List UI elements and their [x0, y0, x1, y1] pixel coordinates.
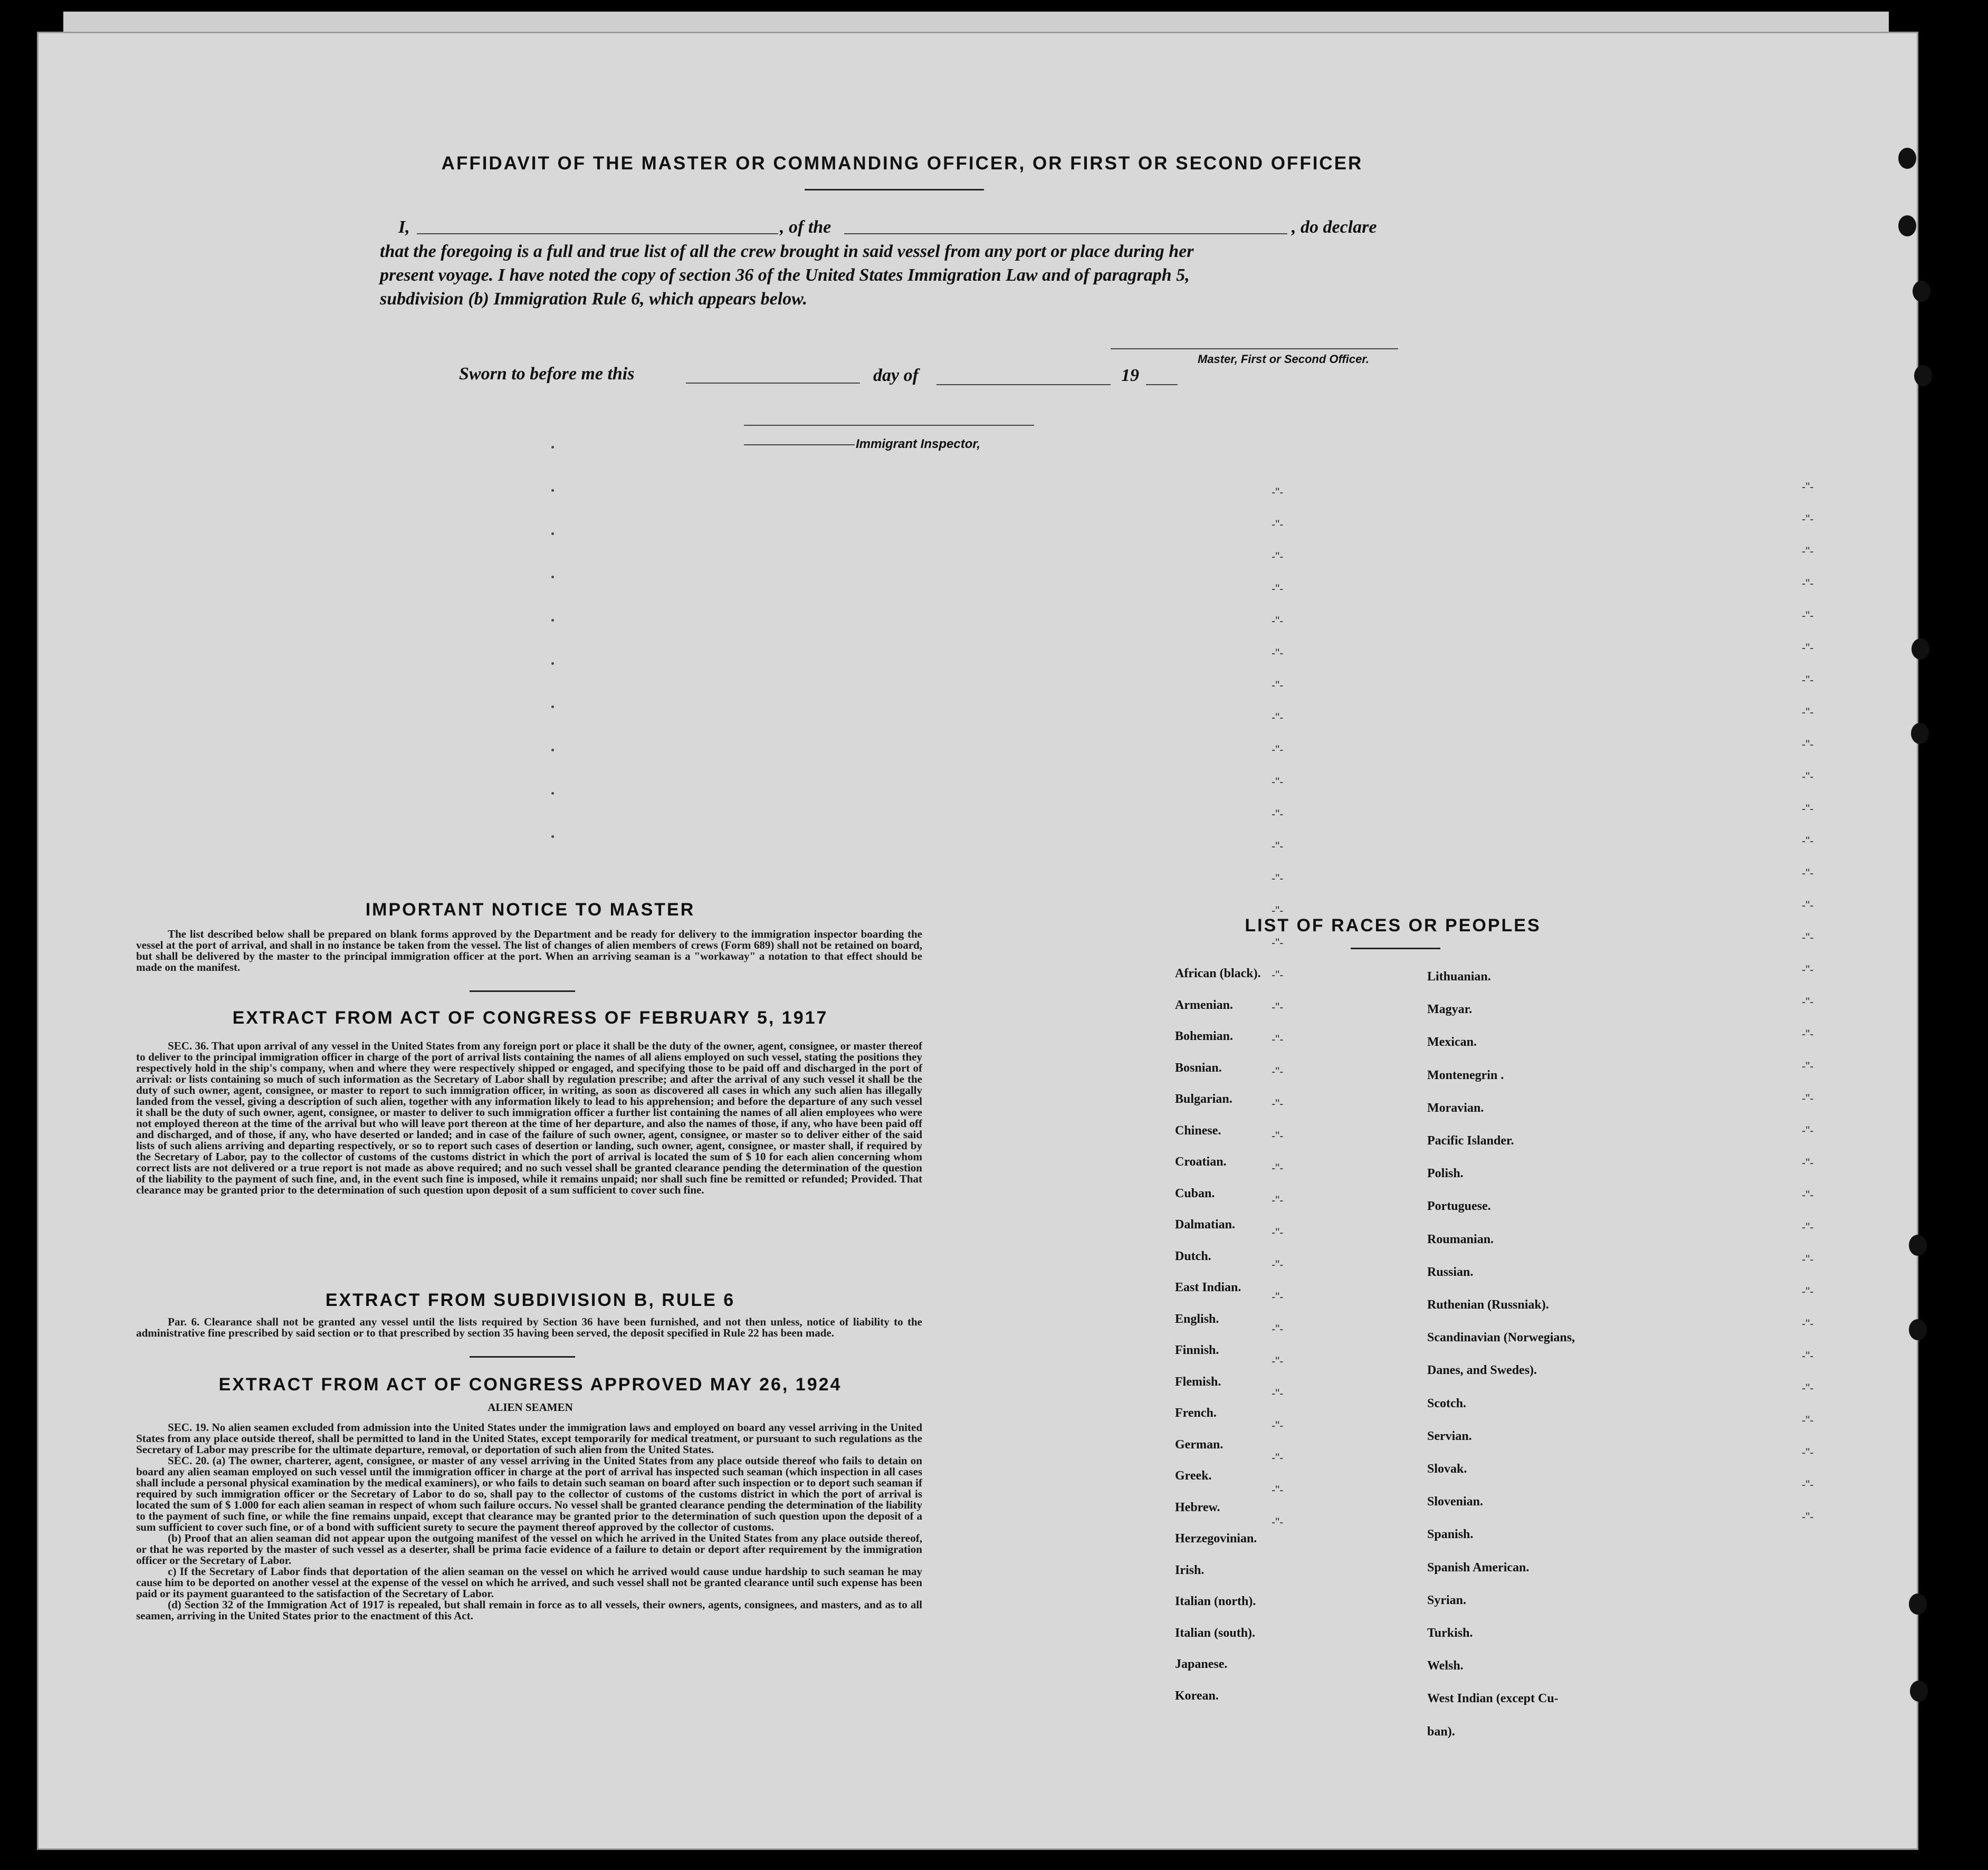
ditto-mark: -"- — [1802, 705, 1814, 719]
extract-1917-text: SEC. 36. That upon arrival of any vessel in the United States from any foreign port or place it shall be the duty of the owner, agent, consignee, or master thereof to deliver to the principal immigration officer in charge of the port of arrival lists containing the names of all aliens employed on such vessel, stating the positions they respectively hold in the ship's company, when and where they were respectively shipped or engaged, and specifying those to be paid off and discharged in the port of arrival: or lists containing so much of such information as the Secretary of Labor shall by regulation prescribe; and after the arrival of any such vessel it shall be the duty of such owner, agent, consignee, or master to report to such immigration officer, in writing, as soon as discovered all cases in which any such alien has illegally landed from the vessel, giving a description of such alien, together with any information likely to lead to his apprehension; and before the departure of any such vessel it shall be the duty of such owner, agent, consignee, or master to deliver to such immigration officer a further list containing the names of all alien employees who were not employed thereon at the time of the arrival but who will leave port thereon at the time of her departure, and also the names of those, if any, who have been paid off and discharged, and of those, if any, who have deserted or landed; and in case of the failure of such owner, agent, consignee, or master so to deliver either of the said lists of such aliens arriving and departing respectively, or so to report such cases of desertion or landing, such owner, agent, consignee, or master shall, if required by the Secretary of Labor, pay to the collector of customs of the customs district in which the port of arrival is located the sum of $ 10 for each alien concerning whom correct lists are not delivered or a true report is not made as above required; and no such vessel shall be granted clearance pending the determination of the question of the liability to the payment of such fine, and, in the event such fine is imposed, while it remains unpaid; nor shall such fine be remitted or refunded; Provided. That clearance may be granted prior to the determination of such question upon deposit of a sum sufficient to cover such fine. — [136, 1039, 922, 1196]
races-title: LIST OF RACES OR PEOPLES — [1245, 915, 1541, 936]
affidavit-title: AFFIDAVIT OF THE MASTER OR COMMANDING OFFICER, OR FIRST OR SECOND OFFICER — [441, 153, 1363, 174]
ditto-mark: -"- — [1802, 1124, 1814, 1137]
sec20d-para: (d) Section 32 of the Immigration Act of 1917 is repealed, but shall remain in force as to all vessels, their owners, agents, consignees, and masters, and as to all seamen, arriving in the United States prior to the enactment of this Act. — [136, 1598, 922, 1622]
ditto-mark: -"- — [1802, 641, 1814, 654]
ditto-mark: -"- — [1272, 582, 1284, 595]
ditto-mark: -"- — [1802, 577, 1814, 590]
race-item: Pacific Islander. — [1427, 1134, 1514, 1148]
race-item: Cuban. — [1175, 1186, 1215, 1200]
inspector-signature-line — [744, 425, 1034, 426]
rule6-title: EXTRACT FROM SUBDIVISION B, RULE 6 — [325, 1290, 735, 1310]
of-the-label: , of the — [780, 217, 831, 237]
race-item: English. — [1175, 1312, 1219, 1326]
ditto-mark: -"- — [1802, 1317, 1814, 1330]
extract-1924-subtitle: ALIEN SEAMEN — [488, 1401, 573, 1414]
binder-hole — [1909, 1235, 1927, 1256]
ditto-mark: -"- — [1802, 1381, 1814, 1395]
ditto-mark: -"- — [1802, 1188, 1814, 1201]
race-item: Turkish. — [1427, 1626, 1473, 1640]
race-item: Polish. — [1427, 1167, 1464, 1181]
race-item: Japanese. — [1175, 1657, 1228, 1671]
sworn-day-blank — [686, 383, 860, 384]
races-title-rule — [1351, 948, 1440, 949]
race-item: Russian. — [1427, 1265, 1474, 1279]
race-item: Armenian. — [1175, 998, 1233, 1012]
ditto-mark: -"- — [1802, 1510, 1814, 1523]
ditto-mark: -"- — [1802, 1156, 1814, 1169]
rule6-rule — [470, 1356, 575, 1358]
ditto-mark: -"- — [1802, 1349, 1814, 1362]
race-item: Slovak. — [1427, 1462, 1467, 1476]
race-item: Montenegrin . — [1427, 1068, 1504, 1082]
ditto-mark: -"- — [1272, 1097, 1284, 1110]
ditto-mark: -"- — [1272, 679, 1284, 692]
race-item: Bohemian. — [1175, 1029, 1234, 1043]
race-item: Chinese. — [1175, 1123, 1221, 1138]
name-blank — [417, 233, 778, 234]
inspector-line-short — [744, 444, 855, 445]
bleed-dot — [551, 835, 554, 838]
race-item: East Indian. — [1175, 1281, 1241, 1294]
binder-hole — [1911, 638, 1929, 660]
sec20b-para: (b) Proof that an alien seaman did not appear upon the outgoing manifest of the vessel on which he arrived in the United States from any place outside thereof, or that he was reported by the master of such vessel as a deserter, shall be prima facie evidence of a failure to detain or deport after requirement by the immigration officer or the Secretary of Labor. — [136, 1532, 922, 1567]
race-item: Bulgarian. — [1175, 1092, 1232, 1106]
sworn-month-blank — [936, 384, 1111, 385]
race-item: Ruthenian (Russniak). — [1427, 1298, 1549, 1312]
ditto-mark: -"- — [1272, 743, 1284, 756]
ditto-mark: -"- — [1272, 518, 1284, 531]
race-item: Dutch. — [1175, 1249, 1211, 1263]
binder-hole — [1898, 148, 1916, 169]
bleed-dot — [551, 662, 554, 665]
ditto-mark: -"- — [1272, 775, 1284, 788]
binder-hole — [1911, 723, 1929, 744]
race-item: Portuguese. — [1427, 1199, 1491, 1214]
sec19-para: SEC. 19. No alien seamen excluded from admission into the United States under the immigration laws and employed on board any vessel arriving in the United States from any place outside thereof, shall be permitted to land in the United States, except temporarily for medical treatment, or pursuant to such regulations as the Secretary of Labor may prescribe for the ultimate departure, removal, or deportation of such alien from the United States. — [136, 1421, 922, 1456]
ditto-mark: -"- — [1272, 872, 1284, 885]
sec20c-para: c) If the Secretary of Labor finds that deportation of the alien seaman on the vessel on which he arrived would cause undue hardship to such seaman he may cause him to be deported on another vessel at the expense of the vessel on which he arrived, and such vessel shall not be granted clearance until such expense has been paid or its payment guaranteed to the satisfaction of the Secretary of Labor. — [136, 1565, 922, 1600]
ditto-mark: -"- — [1272, 1515, 1284, 1529]
master-signature-label: Master, First or Second Officer. — [1198, 352, 1369, 366]
race-item: African (black). — [1175, 967, 1261, 980]
binder-hole — [1913, 281, 1930, 302]
ditto-mark: -"- — [1802, 963, 1814, 976]
bleed-dot — [551, 446, 554, 449]
affidavit-line1: that the foregoing is a full and true list of all the crew brought in said vessel from any port or place during her — [380, 242, 1194, 261]
ditto-mark: -"- — [1272, 485, 1284, 499]
race-item: Herzegovinian. — [1175, 1532, 1257, 1545]
ditto-mark: -"- — [1802, 1446, 1814, 1459]
ditto-mark: -"- — [1272, 839, 1284, 853]
ditto-mark: -"- — [1802, 802, 1814, 815]
vessel-blank — [844, 233, 1287, 234]
affidavit-line2: present voyage. I have noted the copy of section 36 of the United States Immigration Law and of paragraph 5, — [380, 265, 1190, 285]
race-item: Korean. — [1175, 1688, 1219, 1703]
bleed-dot — [551, 489, 554, 492]
ditto-mark: -"- — [1802, 609, 1814, 622]
race-item: Scotch. — [1427, 1396, 1466, 1410]
ditto-mark: -"- — [1802, 931, 1814, 944]
notice-title: IMPORTANT NOTICE TO MASTER — [365, 900, 695, 920]
ditto-mark: -"- — [1272, 936, 1284, 949]
ditto-mark: -"- — [1802, 899, 1814, 912]
extract-1924-text — [136, 1422, 922, 1621]
ditto-mark: -"- — [1272, 807, 1284, 820]
race-item: West Indian (except Cu- — [1427, 1692, 1559, 1706]
ditto-mark: -"- — [1802, 512, 1814, 526]
ditto-mark: -"- — [1272, 1129, 1284, 1142]
ditto-mark: -"- — [1272, 1000, 1284, 1014]
year-label: 19 — [1121, 366, 1139, 385]
ditto-mark: -"- — [1802, 545, 1814, 558]
race-item: Irish. — [1175, 1563, 1205, 1577]
inspector-label: Immigrant Inspector, — [856, 437, 981, 451]
race-item: Croatian. — [1175, 1155, 1227, 1169]
race-item: Moravian. — [1427, 1101, 1484, 1115]
ditto-mark: -"- — [1802, 1092, 1814, 1105]
race-item: Mexican. — [1427, 1035, 1477, 1050]
bleed-dot — [551, 705, 554, 708]
race-item: Bosnian. — [1175, 1061, 1222, 1075]
race-item: Danes, and Swedes). — [1427, 1363, 1537, 1378]
ditto-mark: -"- — [1272, 646, 1284, 660]
ditto-mark: -"- — [1802, 1060, 1814, 1073]
ditto-mark: -"- — [1272, 1354, 1284, 1368]
race-item: Servian. — [1427, 1429, 1472, 1443]
bleed-dot — [551, 619, 554, 622]
bleed-dot — [551, 576, 554, 578]
ditto-mark: -"- — [1802, 673, 1814, 686]
extract-1924-title: EXTRACT FROM ACT OF CONGRESS APPROVED MAY 26, 1924 — [218, 1375, 842, 1395]
race-item: Spanish American. — [1427, 1560, 1530, 1575]
bleed-dot — [551, 749, 554, 751]
race-item: French. — [1175, 1406, 1217, 1420]
sworn-label: Sworn to before me this — [459, 364, 635, 384]
day-of-label: day of — [873, 366, 919, 385]
race-item: Greek. — [1175, 1469, 1212, 1483]
race-item: Spanish. — [1427, 1528, 1474, 1542]
race-item: Finnish. — [1175, 1343, 1219, 1357]
notice-rule — [470, 990, 575, 992]
ditto-mark: -"- — [1272, 1226, 1284, 1239]
ditto-mark: -"- — [1802, 1220, 1814, 1234]
ditto-mark: -"- — [1272, 550, 1284, 563]
race-item: Slovenian. — [1427, 1495, 1484, 1509]
binder-hole — [1909, 1594, 1927, 1615]
binder-hole — [1909, 1319, 1927, 1340]
race-item: Italian (south). — [1175, 1626, 1256, 1640]
race-item: Roumanian. — [1427, 1232, 1494, 1246]
ditto-mark: -"- — [1272, 968, 1284, 981]
race-item: Syrian. — [1427, 1593, 1467, 1607]
ditto-mark: -"- — [1272, 904, 1284, 917]
ditto-mark: -"- — [1802, 480, 1814, 493]
ditto-mark: -"- — [1802, 1414, 1814, 1427]
extract-1917-title: EXTRACT FROM ACT OF CONGRESS OF FEBRUARY 5, 1917 — [232, 1008, 828, 1028]
ditto-mark: -"- — [1802, 995, 1814, 1008]
ditto-mark: -"- — [1272, 1290, 1284, 1303]
do-declare-label: , do declare — [1292, 217, 1377, 237]
notice-text: The list described below shall be prepared on blank forms approved by the Department and be ready for delivery to the immigration inspector boarding the vessel at the port of arrival, and shall in no instance be taken from the vessel. The list of changes of alien members of crews (Form 689) shall not be retained on board, but shall be delivered by the master to the principal immigration officer at the port. When an arriving seaman is a "workaway" a notation to that effect should be made on the manifest. — [136, 928, 922, 974]
race-item: German. — [1175, 1437, 1224, 1452]
ditto-mark: -"- — [1802, 1478, 1814, 1491]
race-item: Welsh. — [1427, 1659, 1464, 1673]
sec20a-para: SEC. 20. (a) The owner, charterer, agent, consignee, or master of any vessel arriving in the United States from any place outside thereof who fails to detain on board any alien seaman employed on such vessel until the immigration officer in charge at the port of arrival has inspected such seaman (which inspection in all cases shall include a personal physical examination by the medical examiners), or who fails to detain such seaman on board after such inspection or to deport such seaman if required by such immigration officer or the Secretary of Labor to do so, shall pay to the collector of customs of the customs district in which the port of arrival is located the sum of $ 1.000 for each alien seaman in respect of whom such failure occurs. No vessel shall be granted clearance pending the determination of the liability to the payment of such fine, or while the fine remains unpaid, except that clearance may be granted prior to the determination of such question upon the deposit of a sum sufficient to cover such fine, or of a bond with sufficient surety to secure the payment thereof approved by the collector of customs. — [136, 1454, 922, 1533]
race-item: Lithuanian. — [1427, 970, 1491, 984]
ditto-mark: -"- — [1802, 834, 1814, 847]
ditto-mark: -"- — [1272, 1161, 1284, 1175]
master-signature-line — [1111, 348, 1398, 349]
title-rule — [805, 189, 984, 190]
i-label: I, — [398, 217, 410, 237]
ditto-mark: -"- — [1802, 738, 1814, 751]
rule6-text: Par. 6. Clearance shall not be granted any vessel until the lists required by Section 36 have been furnished, and not then unless, notice of liability to the administrative fine prescribed by said section or to that prescribed by section 35 having been served, the deposit specified in Rule 22 has been made. — [136, 1315, 922, 1339]
ditto-mark: -"- — [1802, 1253, 1814, 1266]
ditto-mark: -"- — [1272, 711, 1284, 724]
ditto-mark: -"- — [1272, 1322, 1284, 1335]
race-item: Scandinavian (Norwegians, — [1427, 1331, 1575, 1345]
ditto-mark: -"- — [1272, 614, 1284, 627]
race-item: Dalmatian. — [1175, 1218, 1235, 1232]
binder-hole — [1914, 365, 1932, 386]
ditto-mark: -"- — [1272, 1065, 1284, 1078]
bleed-dot — [551, 532, 554, 535]
race-item: Italian (north). — [1175, 1595, 1256, 1608]
binder-hole — [1898, 215, 1916, 236]
ditto-mark: -"- — [1272, 1451, 1284, 1464]
ditto-mark: -"- — [1272, 1033, 1284, 1046]
year-blank — [1146, 384, 1178, 385]
ditto-mark: -"- — [1802, 1285, 1814, 1298]
race-item: Flemish. — [1175, 1375, 1221, 1389]
ditto-mark: -"- — [1802, 770, 1814, 783]
binder-hole — [1910, 1681, 1928, 1702]
ditto-mark: -"- — [1272, 1194, 1284, 1207]
ditto-mark: -"- — [1272, 1387, 1284, 1400]
race-item: Magyar. — [1427, 1003, 1473, 1017]
race-item: ban). — [1427, 1724, 1455, 1739]
ditto-mark: -"- — [1802, 866, 1814, 880]
race-item: Hebrew. — [1175, 1500, 1220, 1514]
affidavit-line3: subdivision (b) Immigration Rule 6, which appears below. — [380, 289, 808, 309]
bleed-dot — [551, 792, 554, 795]
ditto-mark: -"- — [1272, 1258, 1284, 1271]
ditto-mark: -"- — [1272, 1419, 1284, 1432]
ditto-mark: -"- — [1802, 1027, 1814, 1041]
ditto-mark: -"- — [1272, 1483, 1284, 1496]
